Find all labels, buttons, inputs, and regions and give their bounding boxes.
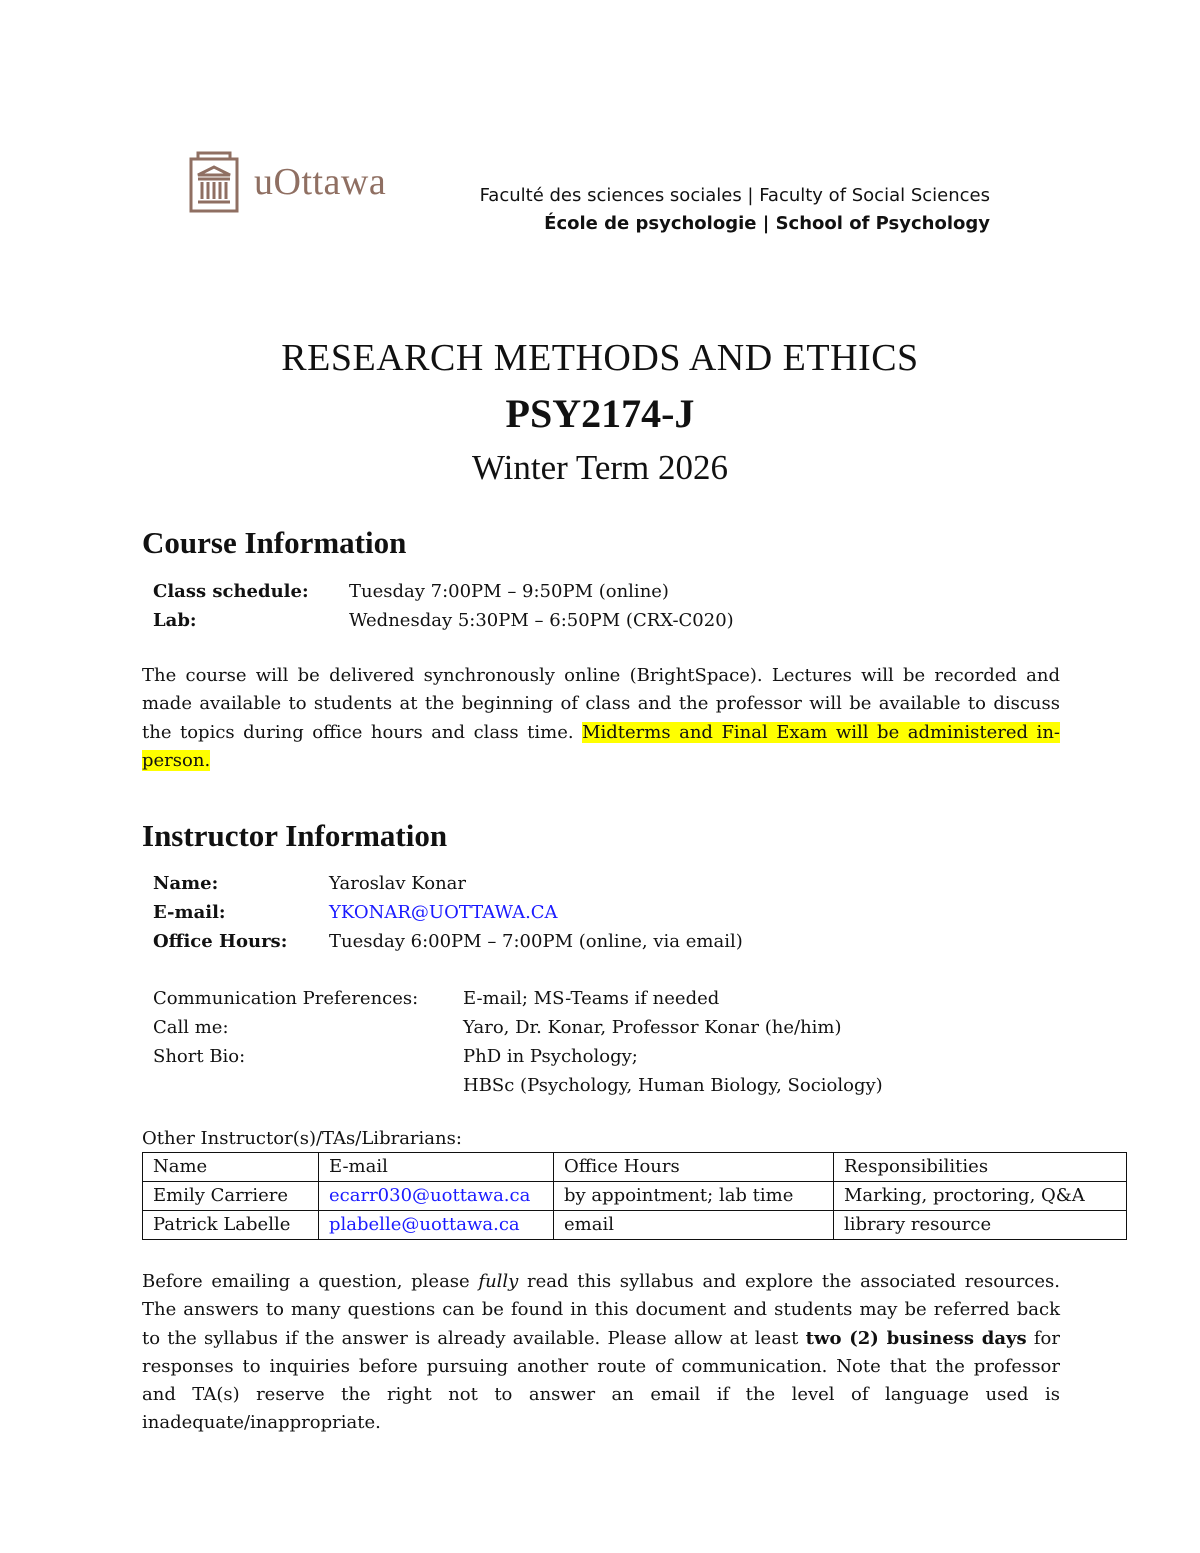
email-label: E-mail: <box>153 902 226 923</box>
name-label: Name: <box>153 873 219 894</box>
short-bio-value-2: HBSc (Psychology, Human Biology, Sociology) <box>463 1075 883 1096</box>
table-row <box>143 1182 1127 1211</box>
short-bio-label: Short Bio: <box>153 1046 246 1067</box>
communication-value: E-mail; MS-Teams if needed <box>463 988 720 1009</box>
table-cell-email-link[interactable]: plabelle@uottawa.ca <box>319 1211 554 1240</box>
policy-text-3: for responses to inquiries before pursuing another route of communication. Note that the professor and TA(s) reserve the right not to answer an email if the level of language used is inadequate/inappropriate. <box>142 1327 1060 1434</box>
policy-text-1: Before emailing a question, please <box>142 1271 479 1292</box>
name-value: Yaroslav Konar <box>329 873 467 894</box>
other-staff-caption: Other Instructor(s)/TAs/Librarians: <box>142 1128 462 1149</box>
course-term: Winter Term 2026 <box>472 448 728 487</box>
school-line: École de psychologie | School of Psychology <box>544 213 990 234</box>
office-hours-value: Tuesday 6:00PM – 7:00PM (online, via email) <box>329 931 743 952</box>
faculty-line: Faculté des sciences sociales | Faculty of Social Sciences <box>479 185 990 206</box>
office-hours-label: Office Hours: <box>153 931 288 952</box>
table-cell-email-link[interactable]: ecarr030@uottawa.ca <box>319 1182 554 1211</box>
table-cell-name: Emily Carriere <box>143 1182 319 1211</box>
course-schedule-list <box>153 577 734 635</box>
call-me-label: Call me: <box>153 1017 229 1038</box>
lab-value: Wednesday 5:30PM – 6:50PM (CRX-C020) <box>349 610 734 631</box>
schedule-label: Class schedule: <box>153 581 309 602</box>
table-row <box>143 1211 1127 1240</box>
table-header-cell: Responsibilities <box>834 1153 1127 1182</box>
policy-text-2: read this syllabus and explore the associated resources. The answers to many questions can be found in this document and students may be referred back to the syllabus if the answer is already available. Please allow at least <box>142 1271 1061 1349</box>
table-cell-hours: by appointment; lab time <box>554 1182 834 1211</box>
university-logo <box>188 150 386 214</box>
instructor-preferences <box>153 984 883 1100</box>
table-cell-name: Patrick Labelle <box>143 1211 319 1240</box>
schedule-value: Tuesday 7:00PM – 9:50PM (online) <box>349 581 669 602</box>
lab-label: Lab: <box>153 610 197 631</box>
instructor-email-link[interactable]: YKONAR@UOTTAWA.CA <box>329 902 558 923</box>
course-info-heading: Course Information <box>142 525 407 560</box>
short-bio-value-1: PhD in Psychology; <box>463 1046 638 1067</box>
table-header-cell: E-mail <box>319 1153 554 1182</box>
communication-label: Communication Preferences: <box>153 988 419 1009</box>
building-icon <box>188 151 240 213</box>
other-staff-table <box>142 1152 1127 1240</box>
call-me-value: Yaro, Dr. Konar, Professor Konar (he/him) <box>463 1017 842 1038</box>
table-header-cell: Office Hours <box>554 1153 834 1182</box>
policy-response-time: two (2) business days <box>805 1327 1027 1349</box>
course-title-block <box>0 333 1200 493</box>
exam-notice-highlight: Midterms and Final Exam will be administered in-person. <box>142 721 1060 771</box>
table-header-row <box>143 1153 1127 1182</box>
faculty-block <box>480 182 990 238</box>
instructor-details <box>153 869 743 956</box>
delivery-text: The course will be delivered synchronously online (BrightSpace). Lectures will be recorded and made available to students at the beginning of class and the professor will be available to discuss the topics during office hours and class time. <box>142 665 1060 743</box>
course-delivery-paragraph <box>142 662 1060 775</box>
course-title: RESEARCH METHODS AND ETHICS <box>281 337 919 379</box>
table-cell-hours: email <box>554 1211 834 1240</box>
table-cell-responsibilities: library resource <box>834 1211 1127 1240</box>
table-cell-responsibilities: Marking, proctoring, Q&A <box>834 1182 1127 1211</box>
instructor-info-heading: Instructor Information <box>142 818 448 853</box>
email-policy-paragraph <box>142 1268 1060 1438</box>
table-header-cell: Name <box>143 1153 319 1182</box>
logo-wordmark: uOttawa <box>254 161 387 203</box>
course-code: PSY2174-J <box>505 391 695 436</box>
policy-emphasis: fully <box>478 1271 519 1292</box>
